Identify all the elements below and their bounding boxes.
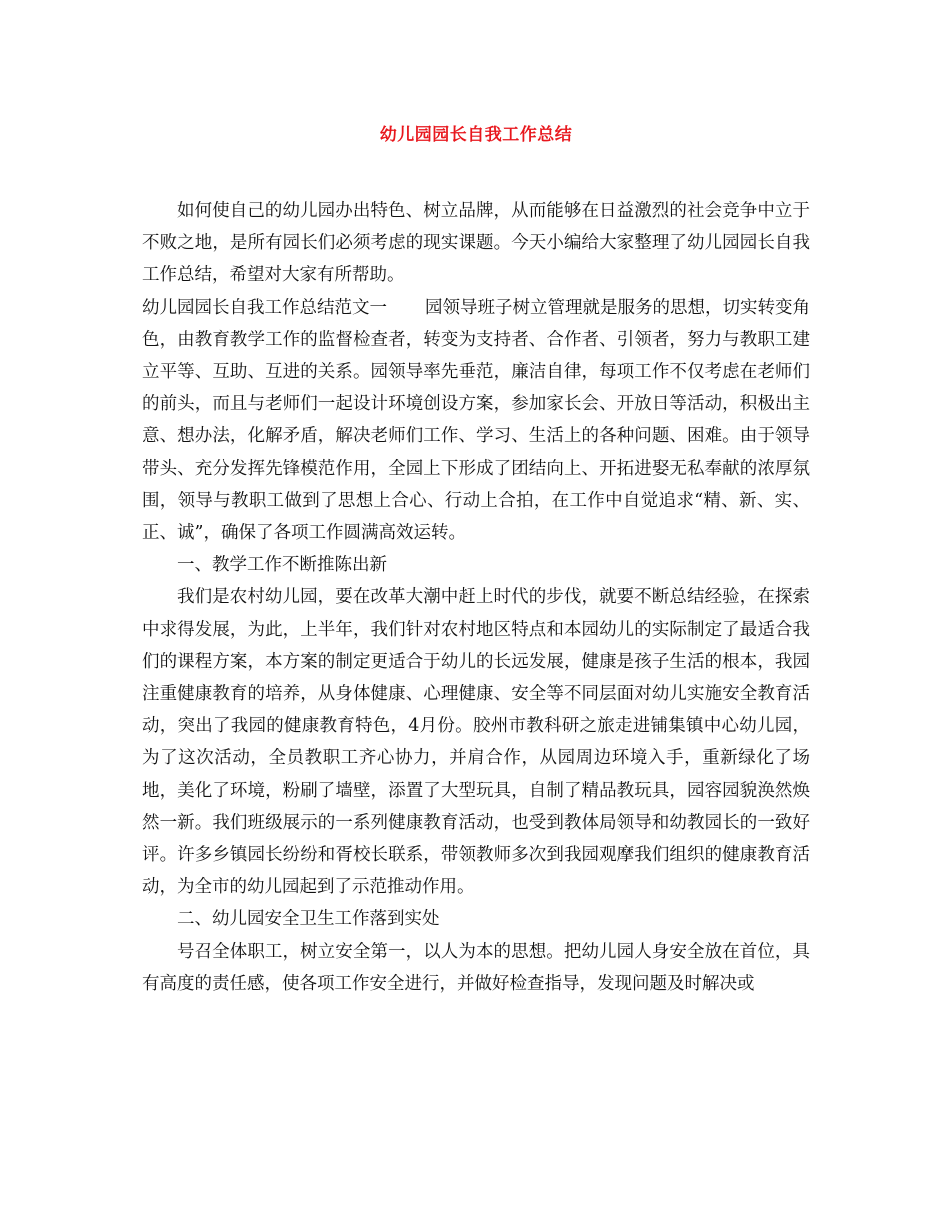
heading-teaching: 一、教学工作不断推陈出新 xyxy=(177,555,387,576)
heading-safety: 二、幼儿园安全卫生工作落到实处 xyxy=(177,909,440,930)
section-label: 幼儿园园长自我工作总结范文一 xyxy=(142,297,387,318)
safety-paragraph: 号召全体职工，树立安全第一，以人为本的思想。把幼儿园人身安全放在首位，具有高度的责任感，使各项工作安全进行，并做好检查指导，发现问题及时解决或 xyxy=(142,941,810,994)
section-lead-text: 园领导班子树立管理就是服务的思想，切实转变角色，由教育教学工作的监督检查者，转变为支持者、合作者、引领者，努力与教职工建立平等、互助、互进的关系。园领导率先垂范，廉洁自律，每项工作不仅考虑在老师们的前头，而且与老师们一起设计环境创设方案，参加家长会、开放日等活动，积极出主意、想办法，化解矛盾，解决老师们工作、学习、生活上的各种问题、困难。由于领导带头、充分发挥先锋模范作用，全园上下形成了团结向上、开拓进娶无私奉献的浓厚氛围，领导与教职工做到了思想上合心、行动上合拍，在工作中自觉追求“精、新、实、正、诚”，确保了各项工作圆满高效运转。 xyxy=(142,297,810,544)
teaching-paragraph: 我们是农村幼儿园，要在改革大潮中赶上时代的步伐，就要不断总结经验，在探索中求得发展，为此，上半年，我们针对农村地区特点和本园幼儿的实际制定了最适合我们的课程方案，本方案的制定更适合于幼儿的长远发展，健康是孩子生活的根本，我园注重健康教育的培养，从身体健康、心理健康、安全等不同层面对幼儿实施安全教育活动，突出了我园的健康教育特色，4月份。胶州市教科研之旅走进铺集镇中心幼儿园，为了这次活动，全员教职工齐心协力，并肩合作，从园周边环境入手，重新绿化了场地，美化了环境，粉刷了墙壁，添置了大型玩具，自制了精品教玩具，园容园貌涣然焕然一新。我们班级展示的一系列健康教育活动，也受到教体局领导和幼教园长的一致好评。许多乡镇园长纷纷和胥校长联系，带领教师多次到我园观摩我们组织的健康教育活动，为全市的幼儿园起到了示范推动作用。 xyxy=(142,587,810,898)
section-paragraph xyxy=(142,292,810,550)
document-title: 幼儿园园长自我工作总结 xyxy=(379,125,573,145)
intro-paragraph: 如何使自己的幼儿园办出特色、树立品牌，从而能够在日益激烈的社会竞争中立于不败之地，是所有园长们必须考虑的现实课题。今天小编给大家整理了幼儿园园长自我工作总结，希望对大家有所帮助。 xyxy=(142,201,810,286)
document-page xyxy=(142,118,810,1000)
